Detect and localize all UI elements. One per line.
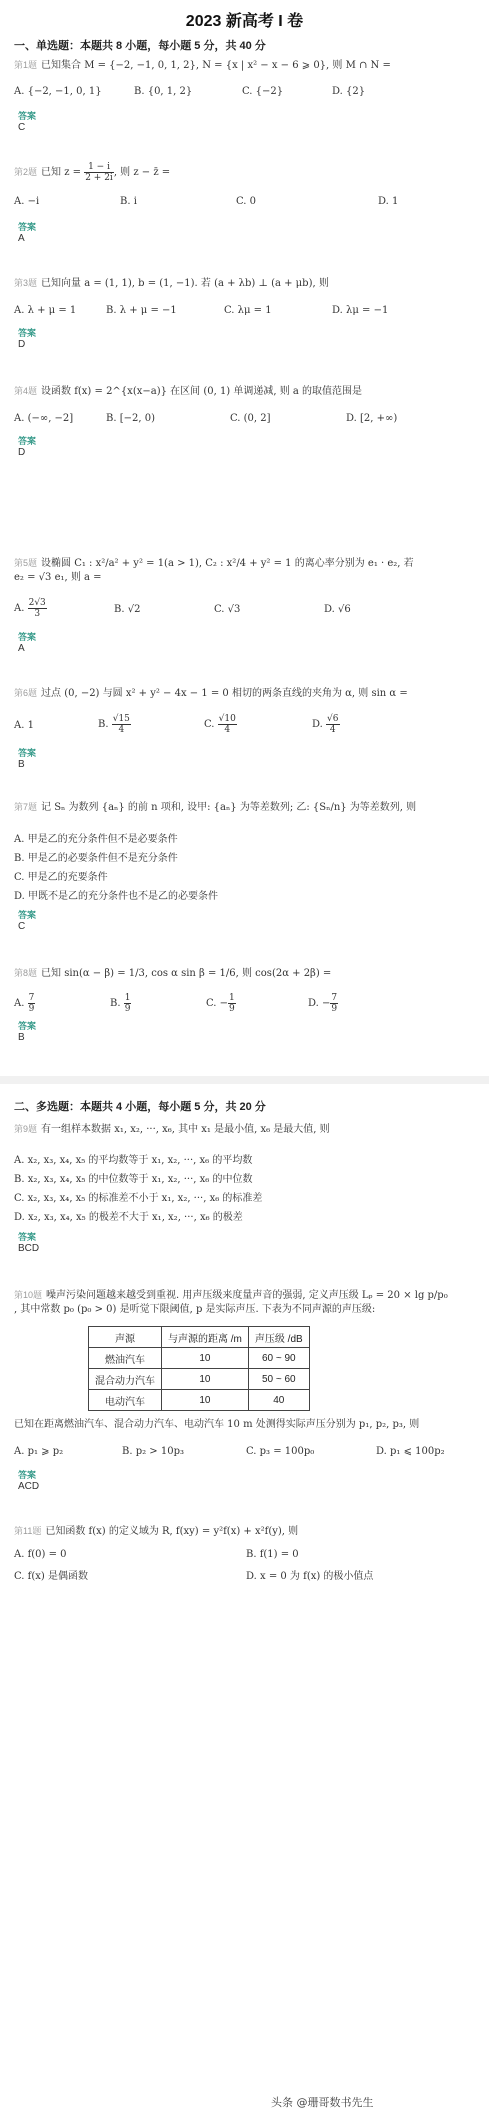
options-row (14, 714, 476, 738)
table-cell: 10 (162, 1348, 249, 1369)
fraction (84, 162, 114, 183)
options-row (14, 86, 476, 102)
numerator: 1 (229, 993, 235, 1003)
question-number: 第10题 (14, 1290, 43, 1300)
answer-label: 答案 (18, 632, 37, 642)
watermark: 头条 @珊哥数书先生 (268, 2094, 377, 2110)
question-number: 第1题 (14, 60, 38, 70)
options-row (14, 305, 476, 321)
question-3 (14, 276, 476, 291)
options-row (14, 598, 476, 622)
answer-label: 答案 (18, 748, 37, 758)
option-b: B. i (120, 196, 137, 207)
fraction (228, 993, 236, 1014)
fraction (112, 714, 131, 735)
options-row (14, 993, 476, 1017)
answer-value: A (18, 643, 25, 654)
answer-label: 答案 (18, 1021, 37, 1031)
question-9 (14, 1122, 476, 1137)
options-row (14, 413, 476, 429)
option-b (98, 714, 131, 735)
option-b-label: B. (110, 998, 121, 1009)
table-cell: 60 ~ 90 (248, 1348, 309, 1369)
question-number: 第2题 (14, 167, 38, 177)
option-c: C. 甲是乙的充要条件 (14, 872, 108, 883)
option-d: D. x₂, x₃, x₄, x₅ 的极差不大于 x₁, x₂, ···, x₆ 的极差 (14, 1212, 243, 1223)
answer-value: B (18, 1032, 25, 1043)
option-b: B. 甲是乙的必要条件但不是充分条件 (14, 853, 178, 864)
answer-value: B (18, 759, 25, 770)
question-stem-line2: , 其中常数 p₀ (p₀ > 0) 是听觉下限阈值, p 是实际声压. 下表为不同声源的声压级: (14, 1304, 376, 1315)
question-2 (14, 162, 476, 183)
table-cell: 混合动力汽车 (89, 1369, 162, 1390)
fraction (330, 993, 338, 1014)
answer-label: 答案 (18, 910, 37, 920)
option-a: A. p₁ ⩾ p₂ (14, 1446, 64, 1457)
numerator: 7 (331, 993, 338, 1003)
question-number: 第4题 (14, 386, 38, 396)
question-stem: 噪声污染问题越来越受到重视. 用声压级来度量声音的强弱, 定义声压级 Lₚ = 20 × lg p/p₀ (46, 1290, 448, 1301)
option-b: B. x₂, x₃, x₄, x₅ 的中位数等于 x₁, x₂, ···, x₆ 的中位数 (14, 1174, 253, 1185)
question-stem: 已知集合 M = {−2, −1, 0, 1, 2}, N = {x | x² − x − 6 ⩾ 0}, 则 M ∩ N = (41, 60, 391, 71)
option-c: C. f(x) 是偶函数 (14, 1571, 88, 1582)
option-d: D. [2, +∞) (346, 413, 398, 424)
option-b: B. {0, 1, 2} (134, 86, 193, 97)
option-d: D. p₁ ⩽ 100p₂ (376, 1446, 445, 1457)
numerator: √10 (218, 714, 236, 724)
option-d: D. 甲既不是乙的充分条件也不是乙的必要条件 (14, 891, 219, 902)
question-stem: 设椭圆 C₁ : x²/a² + y² = 1(a > 1), C₂ : x²/4 + y² = 1 的离心率分别为 e₁ · e₂, 若 (41, 558, 414, 569)
option-d: D. √6 (324, 604, 351, 615)
question-number: 第9题 (14, 1124, 38, 1134)
option-a (14, 993, 35, 1014)
table-row (89, 1390, 310, 1411)
option-d: D. λμ = −1 (332, 305, 389, 316)
noise-level-table (88, 1326, 310, 1411)
option-d-label: D. − (308, 998, 331, 1009)
question-6 (14, 686, 476, 701)
table-cell: 电动汽车 (89, 1390, 162, 1411)
denominator: 4 (329, 725, 336, 735)
option-c: C. x₂, x₃, x₄, x₅ 的标准差不小于 x₁, x₂, ···, x₆ 的标准差 (14, 1193, 263, 1204)
table-cell: 燃油汽车 (89, 1348, 162, 1369)
option-d (312, 714, 340, 735)
numerator: 2√3 (28, 598, 46, 608)
section-title-single-choice: 一、单选题：本题共 8 小题，每小题 5 分，共 40 分 (14, 40, 266, 52)
option-b: B. p₂ > 10p₃ (122, 1446, 184, 1457)
page-title: 2023 新高考 I 卷 (185, 13, 304, 30)
question-number: 第8题 (14, 968, 38, 978)
denominator: 9 (229, 1004, 235, 1014)
question-number: 第6题 (14, 688, 38, 698)
answer-label: 答案 (18, 111, 37, 121)
option-a: A. (−∞, −2] (14, 413, 74, 424)
denominator: 9 (124, 1004, 131, 1014)
table-row (89, 1369, 310, 1390)
question-number: 第7题 (14, 802, 38, 812)
option-a: A. −i (14, 196, 40, 207)
answer-label: 答案 (18, 436, 37, 446)
numerator: 1 (124, 993, 131, 1003)
answer-value: D (18, 339, 26, 350)
answer-value: C (18, 122, 26, 133)
options-row (14, 196, 476, 212)
option-c: C. 0 (236, 196, 257, 207)
denominator: 3 (34, 609, 41, 619)
section-title-multiple-choice: 二、多选题：本题共 4 小题，每小题 5 分，共 20 分 (14, 1101, 266, 1113)
question-5 (14, 556, 476, 585)
fraction (326, 714, 339, 735)
table-cell: 10 (162, 1390, 249, 1411)
option-b: B. λ + μ = −1 (106, 305, 177, 316)
question-stem: 已知函数 f(x) 的定义域为 R, f(xy) = y²f(x) + x²f(y), 则 (45, 1526, 299, 1537)
question-stem-line2: e₂ = √3 e₁, 则 a = (14, 572, 102, 583)
option-b-label: B. (98, 719, 109, 730)
options-row (14, 1549, 476, 1565)
question-8 (14, 966, 476, 981)
denominator: 2 + 2i (85, 173, 113, 183)
question-11 (14, 1524, 476, 1539)
table-header: 与声源的距离 /m (162, 1327, 249, 1348)
fraction (124, 993, 132, 1014)
option-c (206, 993, 236, 1014)
question-4 (14, 384, 476, 399)
option-b: B. √2 (114, 604, 141, 615)
option-a: A. x₂, x₃, x₄, x₅ 的平均数等于 x₁, x₂, ···, x₆ 的平均数 (14, 1155, 253, 1166)
numerator: √15 (112, 714, 130, 724)
table-cell: 50 ~ 60 (248, 1369, 309, 1390)
question-stem: 设函数 f(x) = 2^{x(x−a)} 在区间 (0, 1) 单调递减, 则 a 的取值范围是 (41, 386, 363, 397)
question-10 (14, 1288, 476, 1317)
table-cell: 40 (248, 1390, 309, 1411)
option-d (308, 993, 338, 1014)
option-a: A. {−2, −1, 0, 1} (14, 86, 102, 97)
option-a: A. λ + μ = 1 (14, 305, 77, 316)
question-stem: 已知 z = (41, 167, 82, 178)
answer-value: D (18, 447, 26, 458)
option-d: D. x = 0 为 f(x) 的极小值点 (246, 1571, 374, 1582)
numerator: √6 (327, 714, 339, 724)
option-a-label: A. (14, 603, 25, 614)
option-b: B. f(1) = 0 (246, 1549, 299, 1560)
denominator: 9 (331, 1004, 338, 1014)
answer-value: A (18, 233, 25, 244)
option-c-label: C. − (206, 998, 229, 1009)
question-1 (14, 58, 476, 73)
option-d: D. {2} (332, 86, 366, 97)
fraction (28, 598, 47, 619)
option-b: B. [−2, 0) (106, 413, 155, 424)
option-c: C. (0, 2] (230, 413, 271, 424)
table-row (89, 1348, 310, 1369)
denominator: 9 (28, 1004, 35, 1014)
option-a (14, 598, 47, 619)
answer-value: BCD (18, 1243, 40, 1254)
question-stem-tail: , 则 z − z̄ = (113, 167, 171, 178)
question-stem: 已知 sin(α − β) = 1/3, cos α sin β = 1/6, 则 cos(2α + 2β) = (41, 968, 332, 979)
question-7 (14, 800, 476, 815)
question-stem: 有一组样本数据 x₁, x₂, ···, x₆, 其中 x₁ 是最小值, x₆ 是最大值, 则 (41, 1124, 330, 1135)
option-a: A. f(0) = 0 (14, 1549, 67, 1560)
question-10-condition: 已知在距离燃油汽车、混合动力汽车、电动汽车 10 m 处测得实际声压分别为 p₁, p₂, p₃, 则 (14, 1419, 420, 1430)
denominator: 4 (224, 725, 231, 735)
answer-label: 答案 (18, 222, 37, 232)
table-header: 声压级 /dB (248, 1327, 309, 1348)
option-c: C. √3 (214, 604, 241, 615)
options-row (14, 1567, 476, 1583)
answer-label: 答案 (18, 1232, 37, 1242)
answer-value: C (18, 921, 26, 932)
option-d: D. 1 (378, 196, 399, 207)
fraction (28, 993, 36, 1014)
option-a-label: A. (14, 998, 25, 1009)
table-header-row (89, 1327, 310, 1348)
table-header: 声源 (89, 1327, 162, 1348)
question-number: 第5题 (14, 558, 38, 568)
option-a: A. 1 (14, 720, 34, 731)
question-number: 第11题 (14, 1526, 42, 1536)
option-c: C. λμ = 1 (224, 305, 272, 316)
option-b (110, 993, 131, 1014)
numerator: 7 (28, 993, 35, 1003)
numerator: 1 − i (84, 162, 114, 173)
section-divider (0, 1076, 489, 1084)
option-c-label: C. (204, 719, 215, 730)
option-d-label: D. (312, 719, 323, 730)
options-row (14, 1446, 476, 1462)
table-cell: 10 (162, 1369, 249, 1390)
answer-value: ACD (18, 1481, 40, 1492)
question-stem: 已知向量 a = (1, 1), b = (1, −1). 若 (a + λb) ⊥ (a + μb), 则 (41, 278, 329, 289)
question-stem: 记 Sₙ 为数列 {aₙ} 的前 n 项和, 设甲: {aₙ} 为等差数列; 乙: {Sₙ/n} 为等差数列, 则 (41, 802, 417, 813)
question-number: 第3题 (14, 278, 38, 288)
answer-label: 答案 (18, 328, 37, 338)
denominator: 4 (118, 725, 125, 735)
question-stem: 过点 (0, −2) 与圆 x² + y² − 4x − 1 = 0 相切的两条直线的夹角为 α, 则 sin α = (41, 688, 408, 699)
fraction (218, 714, 237, 735)
answer-label: 答案 (18, 1470, 37, 1480)
option-a: A. 甲是乙的充分条件但不是必要条件 (14, 834, 178, 845)
option-c: C. p₃ = 100p₀ (246, 1446, 315, 1457)
option-c (204, 714, 237, 735)
option-c: C. {−2} (242, 86, 284, 97)
